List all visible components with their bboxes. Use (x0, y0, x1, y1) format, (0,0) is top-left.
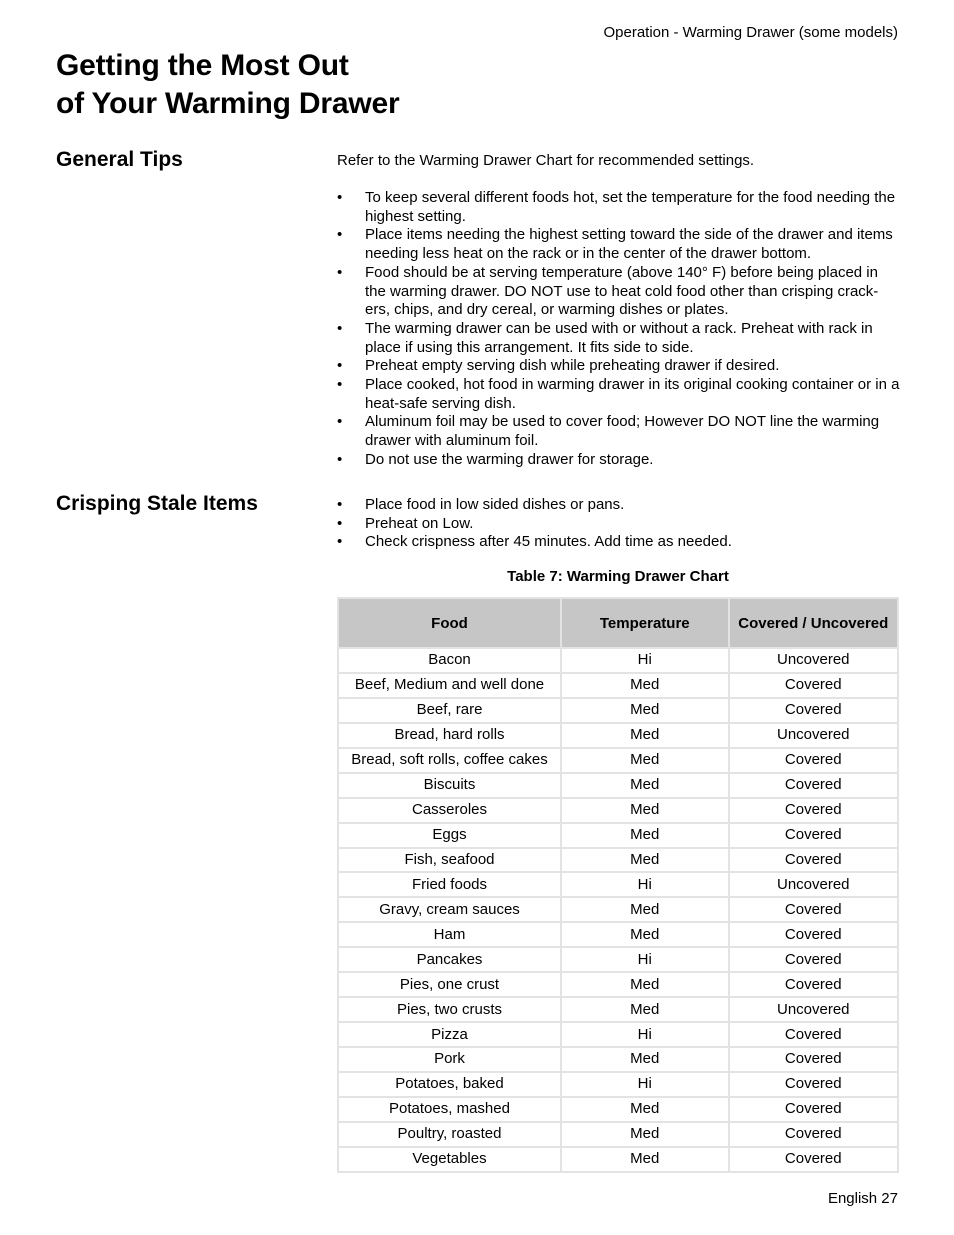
cell-temperature: Hi (561, 1072, 729, 1097)
cell-temperature: Med (561, 698, 729, 723)
list-item-text: Check crispness after 45 minutes. Add time as needed. (365, 533, 732, 551)
cell-food: Poultry, roasted (338, 1122, 561, 1147)
table-row (338, 748, 898, 773)
cell-food: Gravy, cream sauces (338, 897, 561, 922)
cell-temperature: Med (561, 723, 729, 748)
cell-temperature: Med (561, 823, 729, 848)
cell-food: Eggs (338, 823, 561, 848)
cell-covered: Covered (729, 1022, 898, 1047)
general-tips-heading: General Tips (56, 148, 183, 171)
bullet-icon: • (337, 514, 343, 532)
cell-covered: Covered (729, 798, 898, 823)
cell-food: Pizza (338, 1022, 561, 1047)
table-row (338, 1147, 898, 1172)
cell-temperature: Med (561, 1122, 729, 1147)
cell-food: Biscuits (338, 773, 561, 798)
cell-food: Potatoes, mashed (338, 1097, 561, 1122)
cell-covered: Uncovered (729, 648, 898, 673)
list-item (337, 413, 900, 450)
page-title (56, 47, 399, 123)
list-item (337, 533, 900, 552)
list-item-text: Food should be at serving temperature (above 140° F) before being placed in the warming drawer. DO NOT use to heat cold food other than crisping crack-ers, chips, and dry cereal, or warming dishes or plates. (365, 263, 879, 319)
list-item-text: The warming drawer can be used with or without a rack. Preheat with rack in place if using this arrangement. It fits side to side. (365, 319, 873, 356)
table-row (338, 972, 898, 997)
general-tips-intro: Refer to the Warming Drawer Chart for recommended settings. (337, 152, 755, 169)
list-item-text: To keep several different foods hot, set the temperature for the food needing the highest setting. (365, 189, 896, 225)
table-row (338, 947, 898, 972)
cell-covered: Covered (729, 848, 898, 873)
bullet-icon: • (337, 319, 343, 337)
table-header-row (338, 598, 898, 648)
cell-food: Bread, soft rolls, coffee cakes (338, 748, 561, 773)
cell-temperature: Med (561, 848, 729, 873)
table-row (338, 1122, 898, 1147)
bullet-icon: • (337, 226, 343, 244)
header-temperature: Temperature (561, 598, 729, 648)
cell-food: Fried foods (338, 872, 561, 897)
cell-temperature: Med (561, 972, 729, 997)
cell-temperature: Hi (561, 1022, 729, 1047)
table-row (338, 1047, 898, 1072)
bullet-icon: • (337, 357, 343, 375)
list-item-text: Preheat on Low. (365, 514, 474, 532)
list-item-text: Place items needing the highest setting toward the side of the drawer and items needing less heat on the rack or in the center of the drawer bottom. (365, 226, 893, 263)
cell-food: Pancakes (338, 947, 561, 972)
cell-food: Pies, one crust (338, 972, 561, 997)
bullet-icon: • (337, 263, 343, 281)
cell-covered: Covered (729, 922, 898, 947)
table-row (338, 823, 898, 848)
bullet-icon: • (337, 450, 343, 468)
cell-covered: Covered (729, 947, 898, 972)
cell-food: Bacon (338, 648, 561, 673)
cell-temperature: Hi (561, 648, 729, 673)
cell-covered: Covered (729, 1122, 898, 1147)
cell-temperature: Hi (561, 872, 729, 897)
bullet-icon: • (337, 376, 343, 394)
table-row (338, 1097, 898, 1122)
cell-food: Pork (338, 1047, 561, 1072)
cell-food: Vegetables (338, 1147, 561, 1172)
cell-temperature: Med (561, 1047, 729, 1072)
list-item (337, 226, 900, 263)
cell-covered: Covered (729, 1147, 898, 1172)
cell-temperature: Med (561, 673, 729, 698)
cell-temperature: Med (561, 773, 729, 798)
table-row (338, 673, 898, 698)
table-row (338, 723, 898, 748)
cell-covered: Covered (729, 1097, 898, 1122)
cell-covered: Covered (729, 823, 898, 848)
table-caption: Table 7: Warming Drawer Chart (507, 568, 729, 585)
list-item (337, 357, 900, 376)
page-footer: English 27 (827, 1190, 898, 1207)
cell-covered: Uncovered (729, 872, 898, 897)
crisping-list (337, 496, 900, 552)
bullet-icon: • (337, 189, 343, 206)
cell-covered: Covered (729, 1047, 898, 1072)
table-body (338, 648, 898, 1172)
bullet-icon: • (337, 496, 343, 513)
cell-covered: Covered (729, 698, 898, 723)
table-row (338, 1022, 898, 1047)
table-row (338, 1072, 898, 1097)
page-title-line-2: of Your Warming Drawer (56, 87, 400, 120)
list-item (337, 496, 900, 515)
cell-covered: Uncovered (729, 723, 898, 748)
table-row (338, 872, 898, 897)
cell-food: Beef, Medium and well done (338, 673, 561, 698)
running-header: Operation - Warming Drawer (some models) (603, 24, 898, 41)
list-item (337, 451, 900, 470)
cell-food: Casseroles (338, 798, 561, 823)
cell-covered: Covered (729, 748, 898, 773)
table-row (338, 798, 898, 823)
table-row (338, 773, 898, 798)
cell-covered: Uncovered (729, 997, 898, 1022)
list-item (337, 320, 900, 357)
cell-food: Potatoes, baked (338, 1072, 561, 1097)
cell-temperature: Med (561, 1097, 729, 1122)
cell-temperature: Med (561, 922, 729, 947)
header-food: Food (338, 598, 561, 648)
table-row (338, 648, 898, 673)
general-tips-list (337, 189, 900, 470)
cell-food: Ham (338, 922, 561, 947)
cell-food: Pies, two crusts (338, 997, 561, 1022)
cell-temperature: Med (561, 748, 729, 773)
list-item-text: Preheat empty serving dish while preheating drawer if desired. (365, 357, 780, 375)
page-title-line-1: Getting the Most Out (56, 49, 349, 82)
list-item-text: Place cooked, hot food in warming drawer in its original cooking container or in a heat-safe serving dish. (365, 376, 900, 412)
list-item (337, 376, 900, 413)
cell-temperature: Hi (561, 947, 729, 972)
cell-temperature: Med (561, 1147, 729, 1172)
table-row (338, 997, 898, 1022)
list-item (337, 189, 900, 226)
cell-covered: Covered (729, 1072, 898, 1097)
table-row (338, 897, 898, 922)
crisping-heading: Crisping Stale Items (56, 492, 258, 515)
table-row (338, 848, 898, 873)
cell-covered: Covered (729, 773, 898, 798)
list-item (337, 264, 900, 320)
table-row (338, 922, 898, 947)
table-row (338, 698, 898, 723)
bullet-icon: • (337, 533, 343, 551)
cell-covered: Covered (729, 673, 898, 698)
list-item-text: Do not use the warming drawer for storage. (365, 450, 654, 468)
cell-food: Fish, seafood (338, 848, 561, 873)
cell-temperature: Med (561, 997, 729, 1022)
header-covered: Covered / Uncovered (729, 598, 898, 648)
cell-food: Beef, rare (338, 698, 561, 723)
cell-covered: Covered (729, 972, 898, 997)
cell-food: Bread, hard rolls (338, 723, 561, 748)
list-item-text: Place food in low sided dishes or pans. (365, 496, 625, 513)
cell-temperature: Med (561, 897, 729, 922)
bullet-icon: • (337, 413, 343, 431)
warming-drawer-chart (337, 597, 899, 1173)
list-item (337, 515, 900, 534)
list-item-text: Aluminum foil may be used to cover food; However DO NOT line the warming drawer with aluminum foil. (365, 413, 880, 450)
cell-covered: Covered (729, 897, 898, 922)
cell-temperature: Med (561, 798, 729, 823)
